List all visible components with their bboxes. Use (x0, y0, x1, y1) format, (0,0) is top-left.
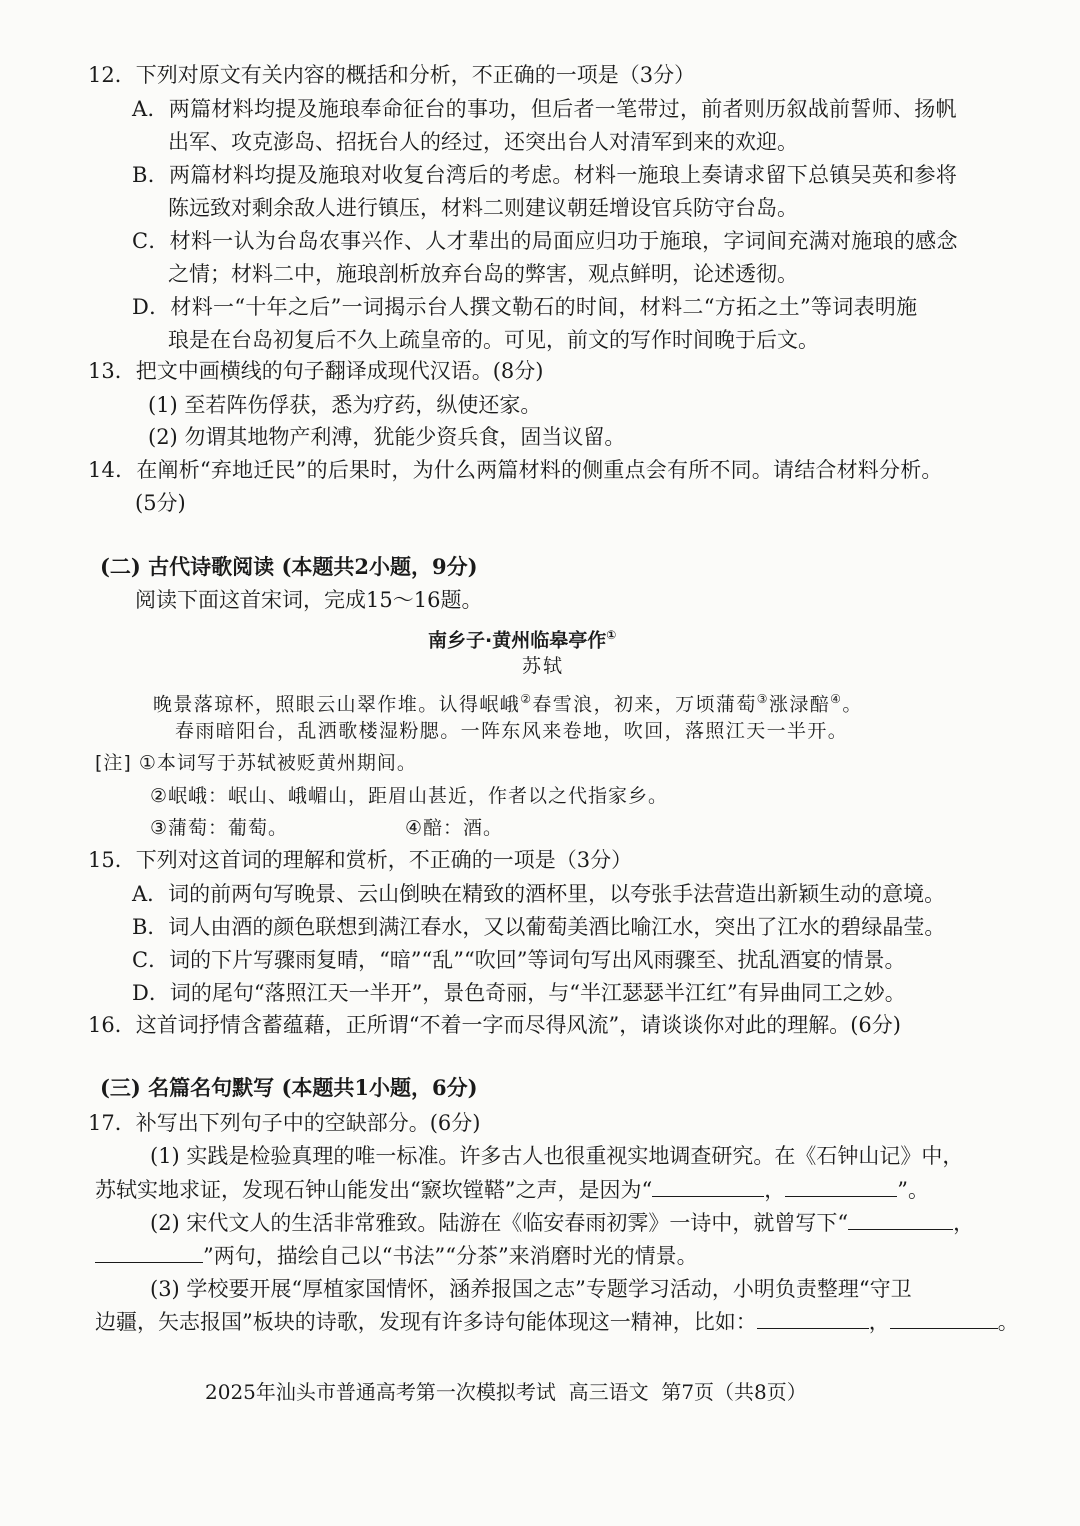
question-14: 14．在阐析“弃地迁民”的后果时，为什么两篇材料的侧重点会有所不同。请结合材料分析。 (88, 458, 943, 482)
q13-item-1: (1) 至若阵伤俘获，悉为疗药，纵使还家。 (148, 393, 542, 417)
answer-blank[interactable] (95, 1242, 203, 1263)
q15-option-d: D．词的尾句“落照江天一半开”，景色奇丽，与“半江瑟瑟半江红”有异曲同工之妙。 (132, 981, 906, 1005)
q15-option-c: C．词的下片写骤雨复晴，“暗”“乱”“吹回”等词句写出风雨骤至、扰乱酒宴的情景。 (132, 948, 906, 972)
note-3: ③蒲萄：葡萄。 (150, 817, 289, 839)
poem-line-2: 春雨暗阳台，乱洒歌楼湿粉腮。一阵东风来卷地，吹回，落照江天一半开。 (175, 720, 849, 742)
poem-title: 南乡子·黄州临皋亭作① (428, 628, 617, 652)
note-2: ②岷峨：岷山、峨嵋山，距眉山甚近，作者以之代指家乡。 (150, 785, 669, 807)
q17-item-2-line2: ”两句，描绘自己以“书法”“分茶”来消磨时光的情景。 (95, 1241, 698, 1271)
note-1: [注] ①本词写于苏轼被贬黄州期间。 (95, 752, 417, 774)
q12-option-d-line1: D．材料一“十年之后”一词揭示台人撰文勒石的时间，材料二“方拓之土”等词表明施 (132, 295, 918, 319)
answer-blank[interactable] (785, 1176, 897, 1197)
poem-line-1: 晚景落琼杯，照眼云山翠作堆。认得岷峨②春雪浪，初来，万顷蒲萄③涨渌醅④。 (153, 692, 863, 716)
q13-item-2: (2) 勿谓其地物产利溥，犹能少资兵食，固当议留。 (148, 425, 626, 449)
q17-item-1-line2: 苏轼实地求证，发现石钟山能发出“窾坎镗鞳”之声，是因为“ ， ”。 (95, 1178, 929, 1202)
q17-item-1-line1: (1) 实践是检验真理的唯一标准。许多古人也很重视实地调查研究。在《石钟山记》中， (150, 1144, 964, 1168)
question-12: 12．下列对原文有关内容的概括和分析，不正确的一项是（3分） (88, 63, 696, 87)
question-14-score: (5分) (135, 491, 186, 515)
section-2-intro: 阅读下面这首宋词，完成15～16题。 (135, 588, 483, 612)
answer-blank[interactable] (652, 1176, 764, 1197)
question-15: 15．下列对这首词的理解和赏析，不正确的一项是（3分） (88, 848, 633, 872)
q15-option-b: B．词人由酒的颜色联想到满江春水，又以葡萄美酒比喻江水，突出了江水的碧绿晶莹。 (132, 915, 946, 939)
question-13: 13．把文中画横线的句子翻译成现代汉语。(8分) (88, 359, 544, 383)
q12-option-b-line1: B．两篇材料均提及施琅对收复台湾后的考虑。材料一施琅上奏请求留下总镇吴英和参将 (132, 163, 958, 187)
footnote-marker: ① (606, 628, 617, 642)
poem-author: 苏轼 (522, 655, 565, 677)
q12-option-a-line2: 出军、攻克澎岛、招抚台人的经过，还突出台人对清军到来的欢迎。 (168, 130, 798, 154)
footnote-marker: ④ (830, 692, 843, 706)
question-16: 16．这首词抒情含蓄蕴藉，正所谓“不着一字而尽得风流”，请谈谈你对此的理解。(6分) (88, 1013, 901, 1037)
q12-option-b-line2: 陈远致对剩余敌人进行镇压，材料二则建议朝廷增设官兵防守台岛。 (168, 196, 798, 220)
page-footer: 2025年汕头市普通高考第一次模拟考试 高三语文 第7页（共8页） (205, 1380, 807, 1404)
answer-blank[interactable] (890, 1308, 998, 1329)
question-17: 17．补写出下列句子中的空缺部分。(6分) (88, 1111, 481, 1135)
q17-item-3-line1: (3) 学校要开展“厚植家国情怀，涵养报国之志”专题学习活动，小明负责整理“守卫 (150, 1277, 912, 1301)
q17-item-3-line2: 边疆，矢志报国”板块的诗歌，发现有许多诗句能体现这一精神，比如： ， 。 (95, 1310, 1019, 1334)
q15-option-a: A．词的前两句写晚景、云山倒映在精致的酒杯里，以夸张手法营造出新颖生动的意境。 (132, 882, 946, 906)
answer-blank[interactable] (848, 1209, 953, 1230)
footnote-marker: ③ (756, 692, 769, 706)
q17-item-2-line1: (2) 宋代文人的生活非常雅致。陆游在《临安春雨初霁》一诗中，就曾写下“ ， (150, 1211, 975, 1235)
q12-option-d-line2: 琅是在台岛初复后不久上疏皇帝的。可见，前文的写作时间晚于后文。 (168, 328, 819, 352)
section-2-heading: (二) 古代诗歌阅读 (本题共2小题，9分) (100, 554, 478, 579)
q12-option-a-line1: A．两篇材料均提及施琅奉命征台的事功，但后者一笔带过，前者则历叙战前誓师、扬帆 (132, 97, 957, 121)
answer-blank[interactable] (757, 1308, 869, 1329)
note-4: ④醅：酒。 (405, 817, 504, 839)
section-3-heading: (三) 名篇名句默写 (本题共1小题，6分) (100, 1075, 478, 1100)
footnote-marker: ② (520, 692, 533, 706)
q12-option-c-line2: 之情；材料二中，施琅剖析放弃台岛的弊害，观点鲜明，论述透彻。 (168, 262, 798, 286)
q12-option-c-line1: C．材料一认为台岛农事兴作、人才辈出的局面应归功于施琅，字词间充满对施琅的感念 (132, 229, 958, 253)
